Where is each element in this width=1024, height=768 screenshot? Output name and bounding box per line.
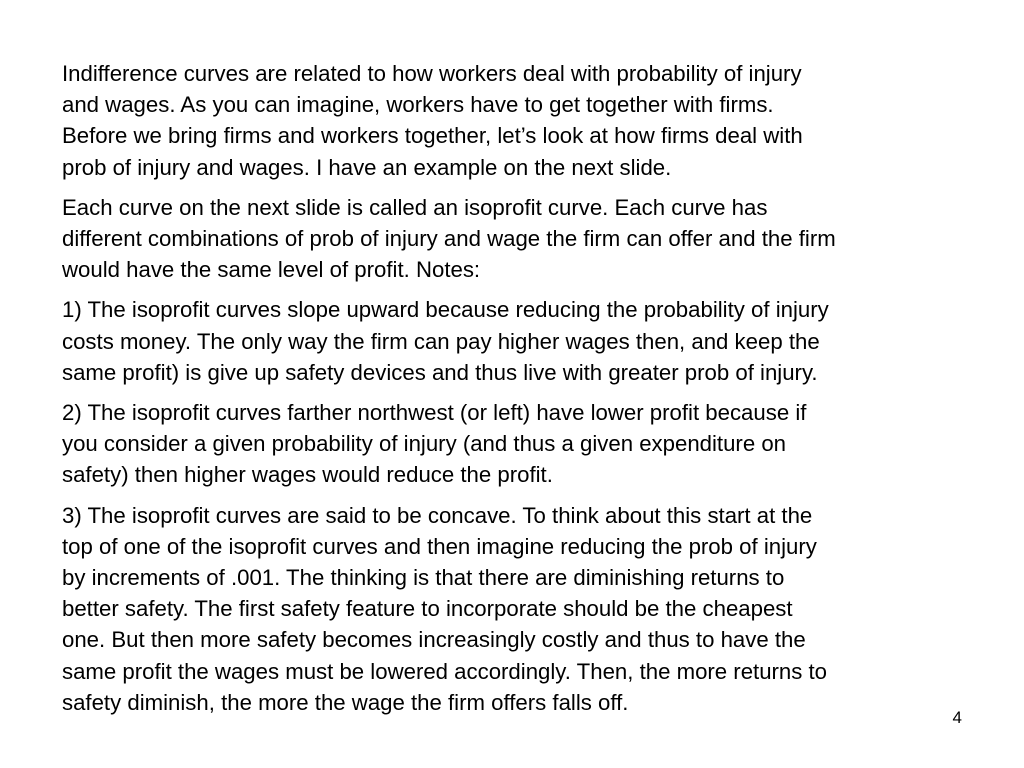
text-line: 3) The isoprofit curves are said to be concave. To think about this start at the [62,502,813,528]
text-line: by increments of .001. The thinking is that there are diminishing returns to [62,565,785,591]
text-line: would have the same level of profit. Notes: [62,257,481,283]
page-number: 4 [952,708,962,727]
text-line: Before we bring firms and workers together, let’s look at how firms deal with [62,123,803,149]
text-line: Each curve on the next slide is called an isoprofit curve. Each curve has [62,194,768,220]
text-line: 2) The isoprofit curves farther northwest (or left) have lower profit because if [62,400,807,426]
slide-body [62,58,962,727]
text-line: one. But then more safety becomes increasingly costly and thus to have the [62,627,806,653]
text-line: safety diminish, the more the wage the firm offers falls off. [62,689,629,715]
text-line: and wages. As you can imagine, workers have to get together with firms. [62,92,774,118]
paragraph-intro [62,58,962,183]
text-line: costs money. The only way the firm can pay higher wages then, and keep the [62,328,820,354]
text-line: you consider a given probability of injury (and thus a given expenditure on [62,431,787,457]
paragraph-note-3 [62,500,962,718]
paragraph-note-2 [62,397,962,491]
text-line: prob of injury and wages. I have an example on the next slide. [62,154,672,180]
text-line: safety) then higher wages would reduce the profit. [62,462,553,488]
text-line: top of one of the isoprofit curves and then imagine reducing the prob of injury [62,533,817,559]
paragraph-isoprofit-definition [62,192,962,286]
text-line: better safety. The first safety feature to incorporate should be the cheapest [62,596,793,622]
text-line: same profit) is give up safety devices and thus live with greater prob of injury. [62,359,818,385]
text-line: same profit the wages must be lowered accordingly. Then, the more returns to [62,658,828,684]
text-line: different combinations of prob of injury and wage the firm can offer and the firm [62,226,836,252]
text-line: 1) The isoprofit curves slope upward because reducing the probability of injury [62,297,829,323]
paragraph-note-1 [62,294,962,388]
text-line: Indifference curves are related to how workers deal with probability of injury [62,61,802,86]
